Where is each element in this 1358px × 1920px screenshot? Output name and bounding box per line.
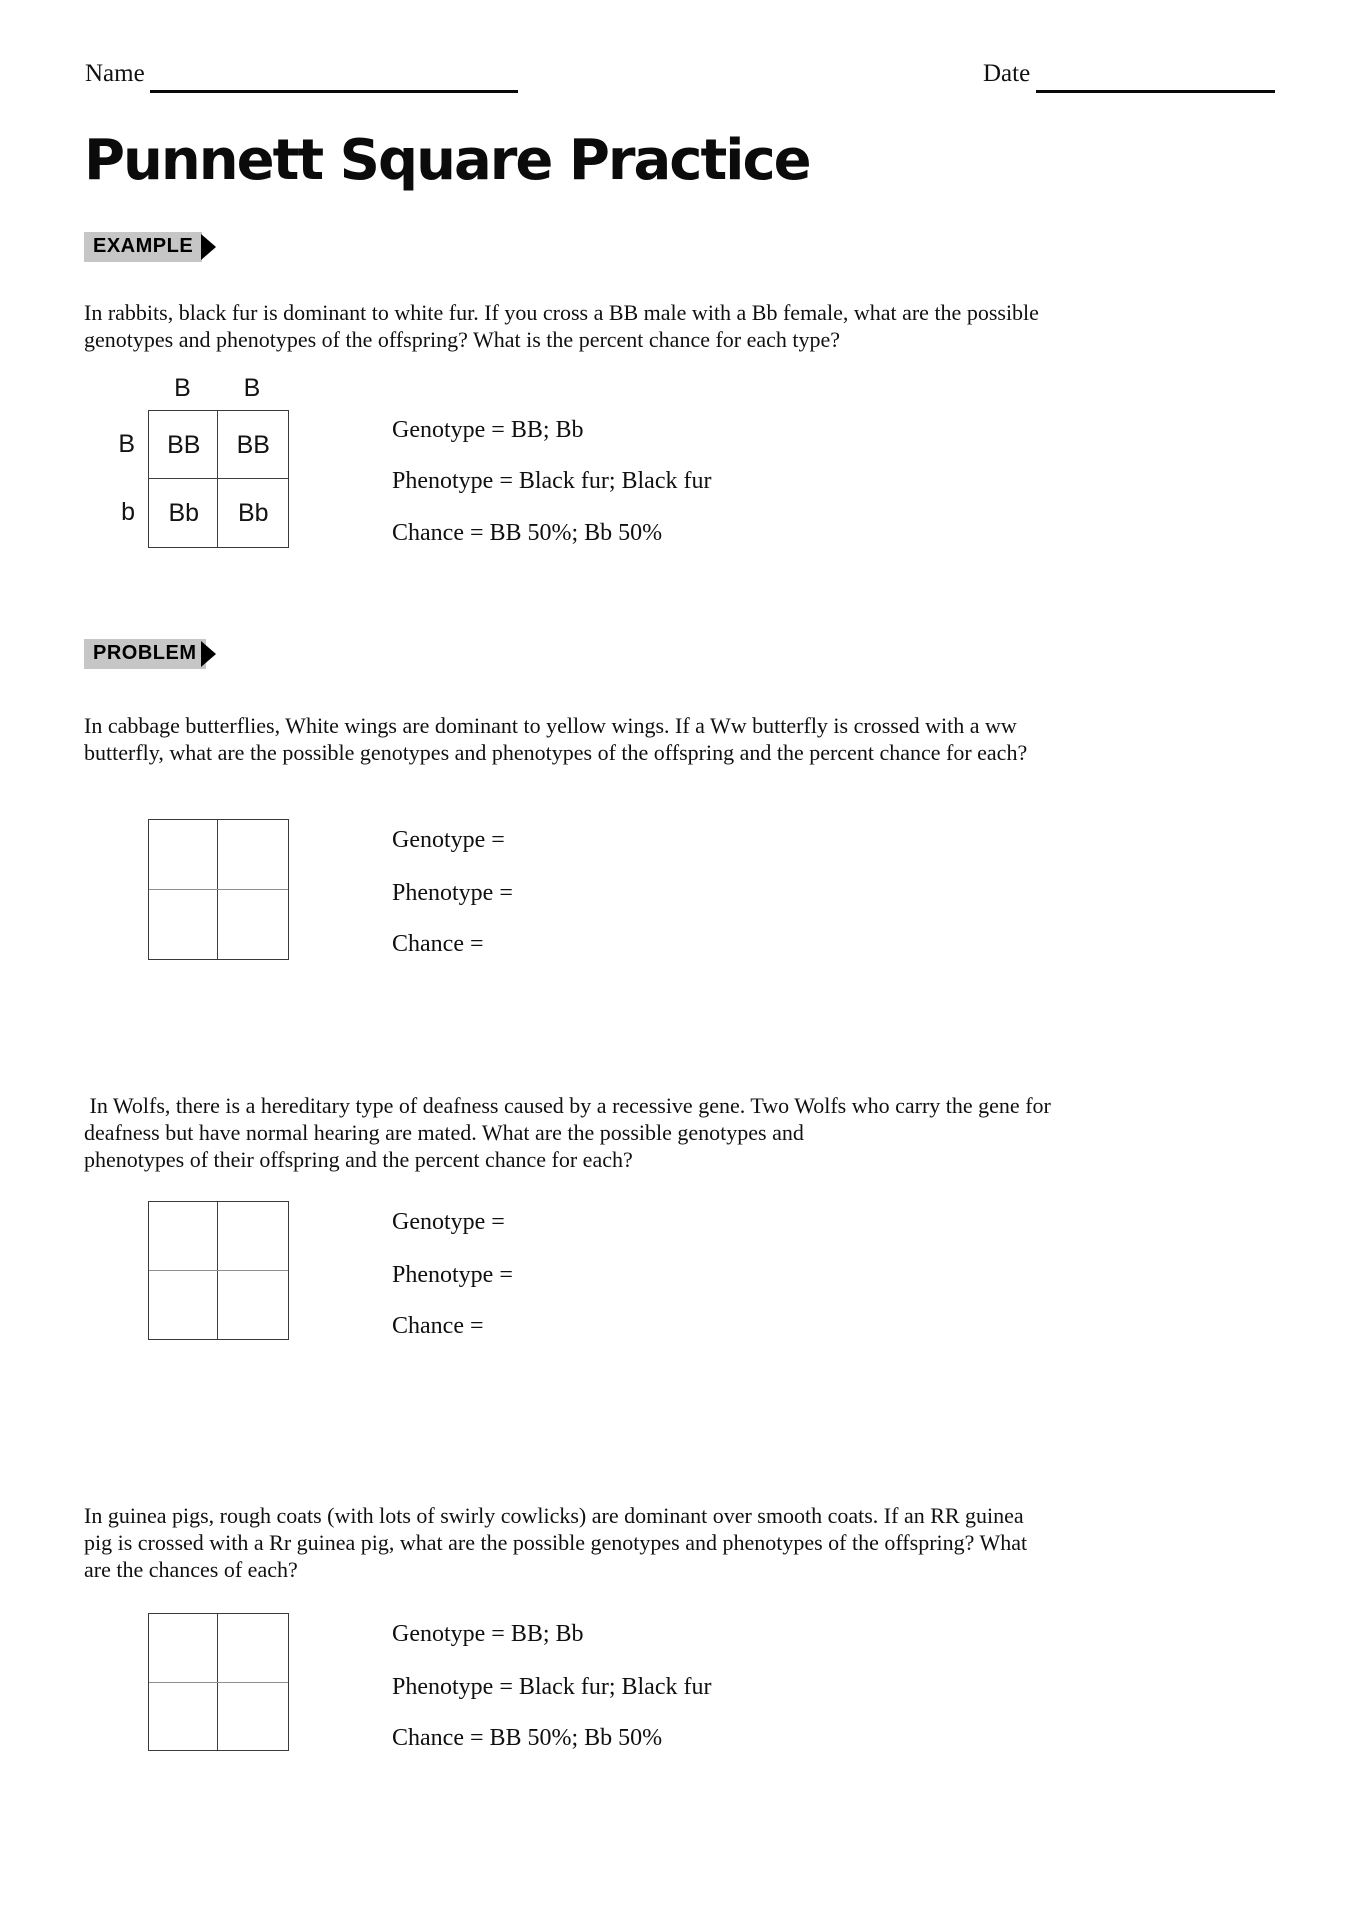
paragraph-line: butterfly, what are the possible genotypes and phenotypes of the offspring and the percent chance for each?: [84, 740, 1028, 765]
punnett-col-label: B: [243, 374, 261, 402]
problem-1-punnett-square: [148, 819, 289, 960]
date-blank-line: [1036, 90, 1275, 93]
punnett-cell: Bb: [168, 498, 200, 527]
chance-answer: Chance =: [392, 1313, 484, 1339]
chance-answer: Chance = BB 50%; Bb 50%: [392, 1725, 663, 1751]
punnett-cell: Bb: [237, 498, 269, 527]
punnett-row-label: B: [118, 430, 135, 458]
problem-2-punnett-square: [148, 1201, 289, 1340]
punnett-col-label: B: [174, 374, 191, 402]
problem-3-punnett-square: [148, 1613, 289, 1751]
punnett-horizontal-line: [149, 889, 288, 890]
genotype-answer: Genotype = BB; Bb: [392, 1621, 584, 1647]
problem-1-paragraph: [84, 712, 1027, 766]
problem-arrow-icon: [201, 641, 216, 667]
paragraph-line: genotypes and phenotypes of the offspring? What is the percent chance for each type?: [84, 327, 841, 352]
paragraph-line: pig is crossed with a Rr guinea pig, what are the possible genotypes and phenotypes of the offspring? What: [84, 1530, 1028, 1555]
paragraph-line: deafness but have normal hearing are mated. What are the possible genotypes and: [84, 1120, 804, 1145]
phenotype-answer: Phenotype =: [392, 880, 513, 906]
paragraph-line: In guinea pigs, rough coats (with lots of swirly cowlicks) are dominant over smooth coats. If an RR guinea: [84, 1503, 1024, 1528]
paragraph-line: phenotypes of their offspring and the percent chance for each?: [84, 1147, 633, 1172]
name-label: Name: [85, 60, 145, 87]
genotype-answer: Genotype = BB; Bb: [392, 417, 584, 443]
paragraph-line: In cabbage butterflies, White wings are dominant to yellow wings. If a Ww butterfly is crossed with a ww: [84, 713, 1017, 738]
punnett-horizontal-line: [149, 1270, 288, 1271]
page-title: Punnett Square Practice: [84, 128, 810, 193]
phenotype-answer: Phenotype = Black fur; Black fur: [392, 1674, 712, 1700]
problem-badge: PROBLEM: [84, 639, 206, 669]
punnett-horizontal-line: [149, 1682, 288, 1683]
punnett-row-label: b: [121, 498, 135, 526]
paragraph-line: are the chances of each?: [84, 1557, 298, 1582]
chance-answer: Chance = BB 50%; Bb 50%: [392, 520, 663, 546]
example-arrow-icon: [201, 234, 216, 260]
phenotype-answer: Phenotype = Black fur; Black fur: [392, 468, 712, 494]
date-label: Date: [983, 60, 1031, 87]
genotype-answer: Genotype =: [392, 1209, 505, 1235]
name-blank-line: [150, 90, 518, 93]
paragraph-line: In Wolfs, there is a hereditary type of deafness caused by a recessive gene. Two Wolfs who carry the gene for: [84, 1093, 1051, 1118]
paragraph-line: In rabbits, black fur is dominant to white fur. If you cross a BB male with a Bb female, what are the possible: [84, 300, 1039, 325]
chance-answer: Chance =: [392, 931, 484, 957]
punnett-cell: BB: [236, 430, 270, 459]
phenotype-answer: Phenotype =: [392, 1262, 513, 1288]
example-paragraph: [84, 299, 1039, 353]
example-badge: EXAMPLE: [84, 232, 202, 262]
example-punnett-square: [148, 410, 289, 548]
problem-2-paragraph: [84, 1092, 1051, 1173]
punnett-cell: BB: [167, 430, 201, 459]
genotype-answer: Genotype =: [392, 827, 505, 853]
problem-3-paragraph: [84, 1502, 1027, 1583]
